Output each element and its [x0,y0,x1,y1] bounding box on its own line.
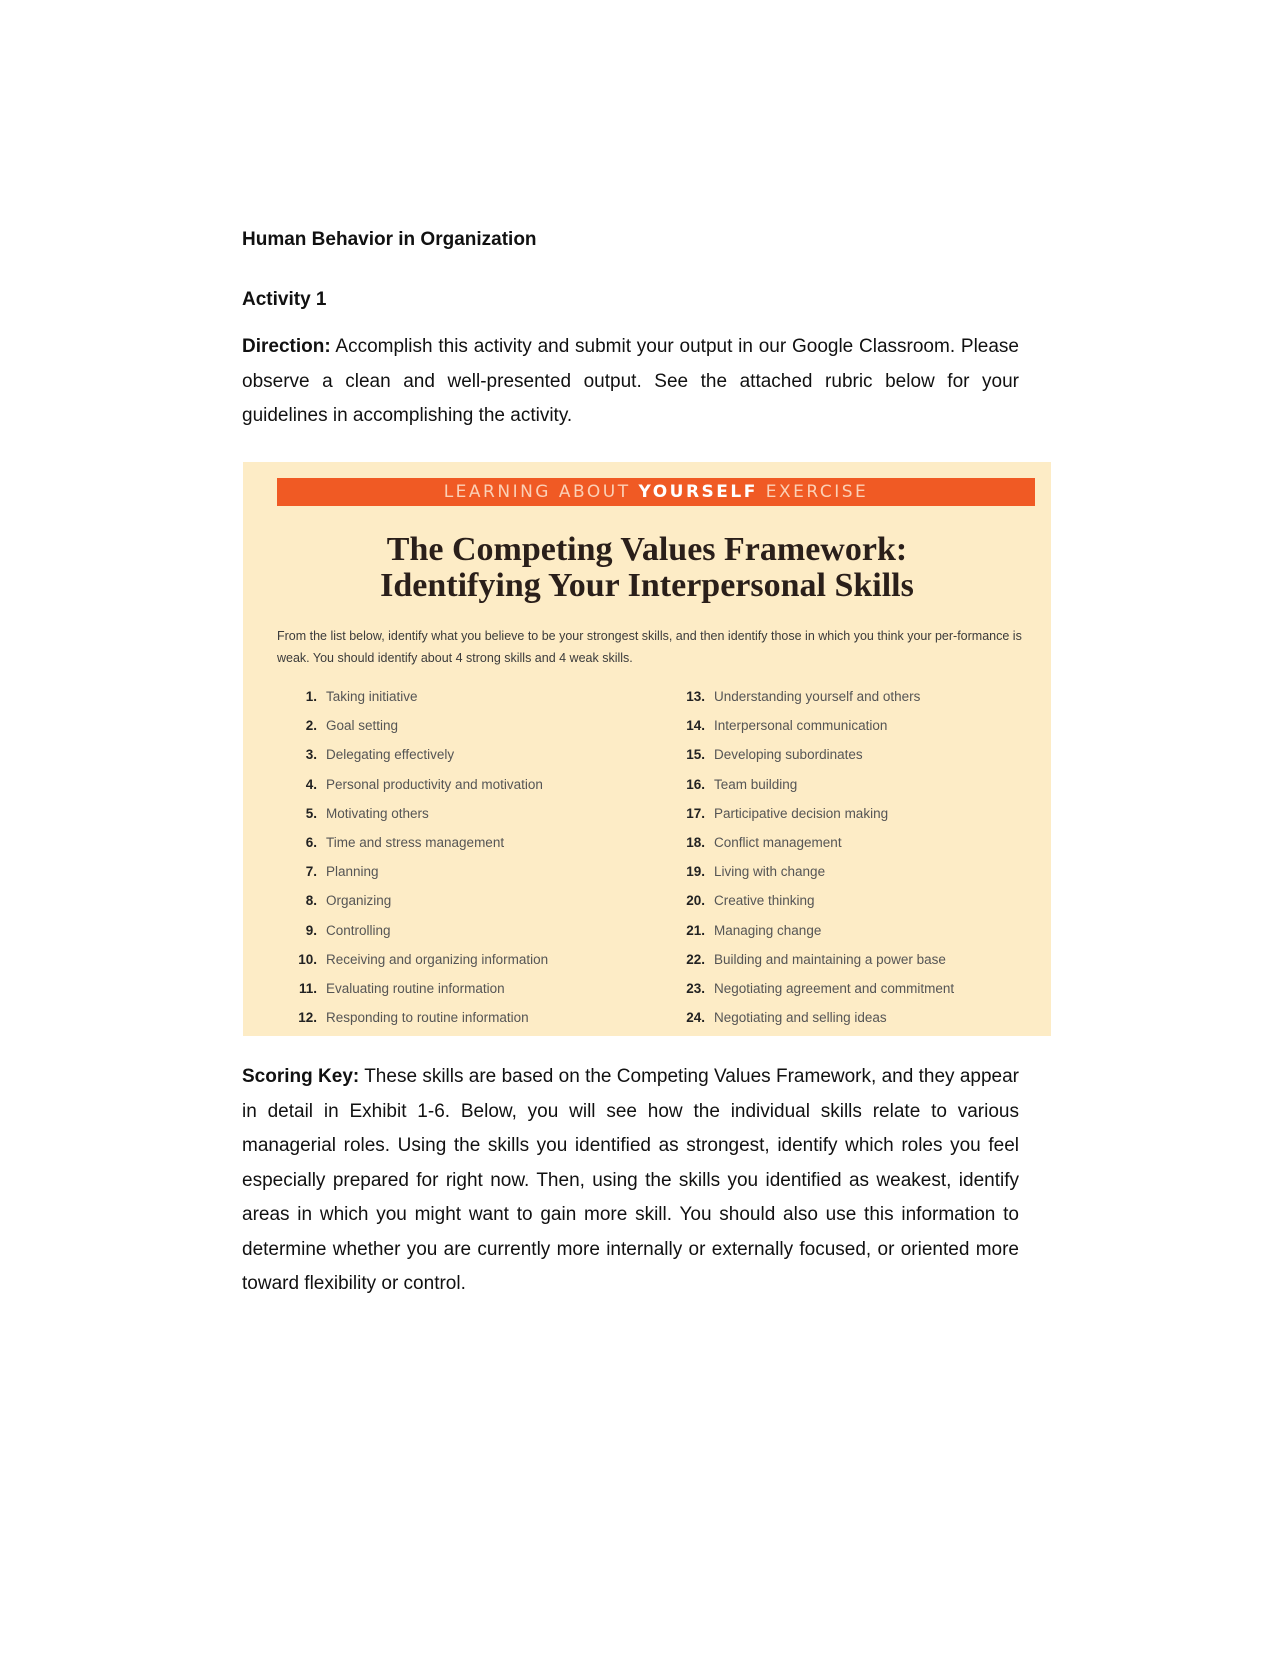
skill-number: 14. [686,718,705,734]
skill-label: Receiving and organizing information [326,951,549,967]
skill-number: 12. [298,1010,317,1026]
skill-number: 13. [686,689,705,705]
skill-number: 4. [305,776,317,792]
skill-label: Negotiating and selling ideas [714,1010,887,1026]
skill-label: Understanding yourself and others [714,689,921,705]
skill-label: Developing subordinates [714,747,863,763]
skill-item [679,770,954,799]
skill-number: 5. [305,805,317,821]
banner-text-pre: LEARNING ABOUT [443,482,639,502]
skill-item [291,711,548,740]
skill-item [679,916,954,945]
document-title: Human Behavior in Organization [242,229,537,250]
skill-number: 21. [686,922,705,938]
skill-item [679,1003,954,1032]
skill-number: 20. [686,893,705,909]
skill-number: 8. [305,893,317,909]
skill-number: 2. [305,718,317,734]
direction-label: Direction: [242,336,331,357]
skill-label: Time and stress management [326,835,505,851]
skill-item [679,682,954,711]
skill-label: Personal productivity and motivation [326,776,543,792]
skill-label: Conflict management [714,835,842,851]
direction-paragraph [242,330,1019,434]
skill-label: Motivating others [326,805,429,821]
skill-number: 16. [686,776,705,792]
exercise-panel [243,462,1051,1036]
skill-label: Interpersonal communication [714,718,888,734]
skill-number: 9. [305,922,317,938]
skill-label: Living with change [714,864,826,880]
skill-number: 18. [686,835,705,851]
skill-number: 3. [305,747,317,763]
exercise-title-line-1: The Competing Values Framework: [386,531,908,568]
skill-number: 19. [686,864,705,880]
skill-number: 22. [686,951,705,967]
exercise-title-line-2: Identifying Your Interpersonal Skills [380,567,914,604]
skill-item [291,740,548,769]
skill-item [291,1003,548,1032]
skill-label: Creative thinking [714,893,815,909]
skills-list-right [679,682,954,1032]
skill-label: Taking initiative [326,689,418,705]
skill-label: Delegating effectively [326,747,455,763]
skill-label: Responding to routine information [326,1010,529,1026]
skill-number: 15. [686,747,705,763]
skill-item [291,886,548,915]
skill-label: Goal setting [326,718,399,734]
skill-label: Negotiating agreement and commitment [714,980,955,996]
direction-text: Accomplish this activity and submit your output in our Google Classroom. Please observe a clean and well-presented output. See the attached rubric below for your guidelines in accomplishing the activity. [242,336,1019,426]
skill-item [291,799,548,828]
skill-label: Team building [714,776,798,792]
skill-item [679,886,954,915]
skill-item [679,799,954,828]
skill-item [679,740,954,769]
skill-number: 17. [686,805,705,821]
skill-label: Participative decision making [714,805,889,821]
skill-item [679,828,954,857]
skill-item [291,857,548,886]
skill-number: 1. [305,689,317,705]
skill-label: Controlling [326,922,391,938]
scoring-key-label: Scoring Key: [242,1066,360,1087]
skill-label: Evaluating routine information [326,980,505,996]
skill-item [291,682,548,711]
skill-item [679,945,954,974]
skill-item [291,916,548,945]
skill-label: Planning [326,864,379,880]
skill-item [679,857,954,886]
scoring-key-paragraph [242,1060,1019,1302]
skill-number: 10. [298,951,317,967]
skill-label: Building and maintaining a power base [714,951,946,967]
banner-text-strong: YOURSELF [638,482,758,502]
skill-item [291,770,548,799]
skill-number: 7. [305,864,317,880]
exercise-title [243,532,1051,604]
skill-item [291,828,548,857]
skill-label: Managing change [714,922,822,938]
skill-number: 11. [298,980,317,996]
skill-number: 23. [686,980,705,996]
activity-label: Activity 1 [242,289,327,310]
skill-item [291,974,548,1003]
skill-label: Organizing [326,893,392,909]
scoring-key-text: These skills are based on the Competing Values Framework, and they appear in detail in Exhibit 1-6. Below, you will see how the individual skills relate to various managerial roles. Using the skills you identified as strongest, identify which roles you feel especially prepared for right now. Then, using the skills you identified as weakest, identify areas in which you might want to gain more skill. You should also use this information to determine whether you are currently more internally or externally focused, or oriented more toward flexibility or control. [242,1066,1019,1294]
skill-number: 6. [305,835,317,851]
exercise-intro: From the list below, identify what you believe to be your strongest skills, and then identify those in which you think your per-formance is weak. You should identify about 4 strong skills and 4 weak skills. [277,629,1022,665]
exercise-banner [277,478,1035,506]
skill-item [679,974,954,1003]
skill-number: 24. [686,1010,705,1026]
banner-text-post: EXERCISE [757,482,869,502]
skills-list-left [291,682,548,1032]
skill-item [679,711,954,740]
skill-item [291,945,548,974]
